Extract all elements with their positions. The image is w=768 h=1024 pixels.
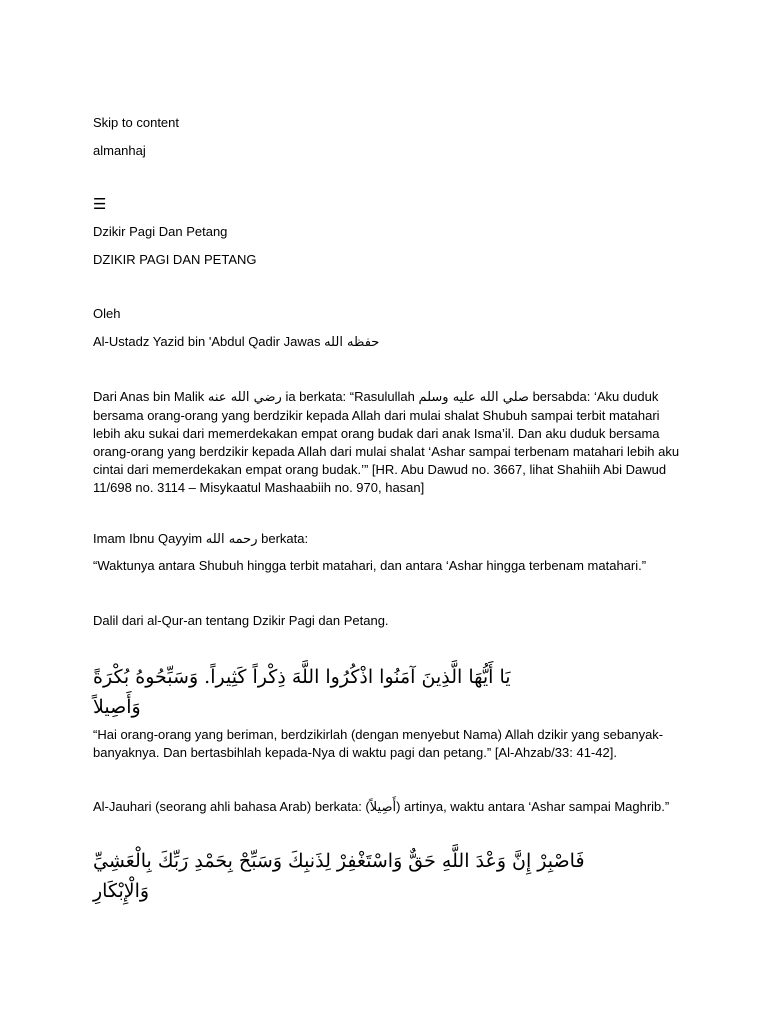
skip-to-content-link[interactable]: Skip to content: [93, 115, 179, 130]
verse-1-translation: “Hai orang-orang yang beriman, berdzikirlah (dengan menyebut Nama) Allah dzikir yang sebanyak-banyaknya. Dan bertasbihlah kepada-Nya di waktu pagi dan petang.” [Al-Ahzab/33: 41-42].: [93, 727, 664, 760]
hadith-paragraph: [93, 388, 681, 497]
ibnu-qayyim-name: Imam Ibnu Qayyim: [93, 531, 203, 546]
ibnu-qayyim-honorific: رحمه الله: [205, 532, 258, 547]
verse-1-arabic: يَا أَيُّهَا الَّذِينَ آمَنُوا اذْكُرُوا اللَّهَ ذِكْراً كَثِيراً. وَسَبِّحُوهُ بُكْرَةً وَأَصِيلاً: [93, 666, 511, 718]
jauhari-paragraph: [93, 798, 683, 817]
author-honorific: حفظه الله: [324, 335, 380, 350]
author-line: [93, 333, 379, 352]
page-title: DZIKIR PAGI DAN PETANG: [93, 252, 257, 267]
site-name-link[interactable]: almanhaj: [93, 143, 146, 158]
ibnu-qayyim-verb: berkata:: [261, 531, 309, 546]
breadcrumb-title: Dzikir Pagi Dan Petang: [93, 224, 228, 239]
ibnu-qayyim-line: [93, 530, 308, 549]
hadith-text-part1: Dari Anas bin Malik: [93, 389, 205, 404]
author-name: Al-Ustadz Yazid bin 'Abdul Qadir Jawas: [93, 334, 321, 349]
dalil-heading: Dalil dari al-Qur-an tentang Dzikir Pagi dan Petang.: [93, 613, 389, 628]
verse-2-arabic: فَاصْبِرْ إِنَّ وَعْدَ اللَّهِ حَقٌّ وَاسْتَغْفِرْ لِذَنبِكَ وَسَبِّحْ بِحَمْدِ رَبِّكَ بِالْعَشِيِّ وَالْإِبْكَارِ: [93, 850, 585, 902]
hadith-text-part2: ia berkata: “Rasulullah: [285, 389, 415, 404]
author-by-label: Oleh: [93, 306, 121, 321]
hadith-honorific-saw: صلي الله عليه وسلم: [418, 390, 529, 405]
jauhari-text-part1: Al-Jauhari (seorang ahli bahasa Arab) berkata: (: [93, 799, 370, 814]
jauhari-arabic-word: أَصِيلاً: [369, 800, 397, 815]
hamburger-menu-icon[interactable]: ☰: [93, 196, 107, 213]
quote-time: “Waktunya antara Shubuh hingga terbit matahari, dan antara ‘Ashar hingga terbenam matahari.”: [93, 558, 647, 573]
hadith-text-part3: bersabda: ‘Aku duduk bersama orang-orang yang berdzikir kepada Allah dari mulai shalat Shubuh sampai terbit matahari lebih aku sukai dari memerdekakan empat orang budak dari anak Isma’il. Dan aku duduk bersama orang-orang yang berdzikir kepada Allah dari mulai shalat ‘Ashar sampai terbenam matahari lebih aku cintai dari memerdekakan empat orang budak.’” [HR. Abu Dawud no. 3667, lihat Shahiih Abi Dawud 11/698 no. 3114 – Misykaatul Mashaabiih no. 970, hasan]: [93, 389, 680, 495]
jauhari-text-part2: ) artinya, waktu antara ‘Ashar sampai Maghrib.”: [396, 799, 670, 814]
hadith-honorific-ra: رضي الله عنه: [207, 390, 282, 405]
